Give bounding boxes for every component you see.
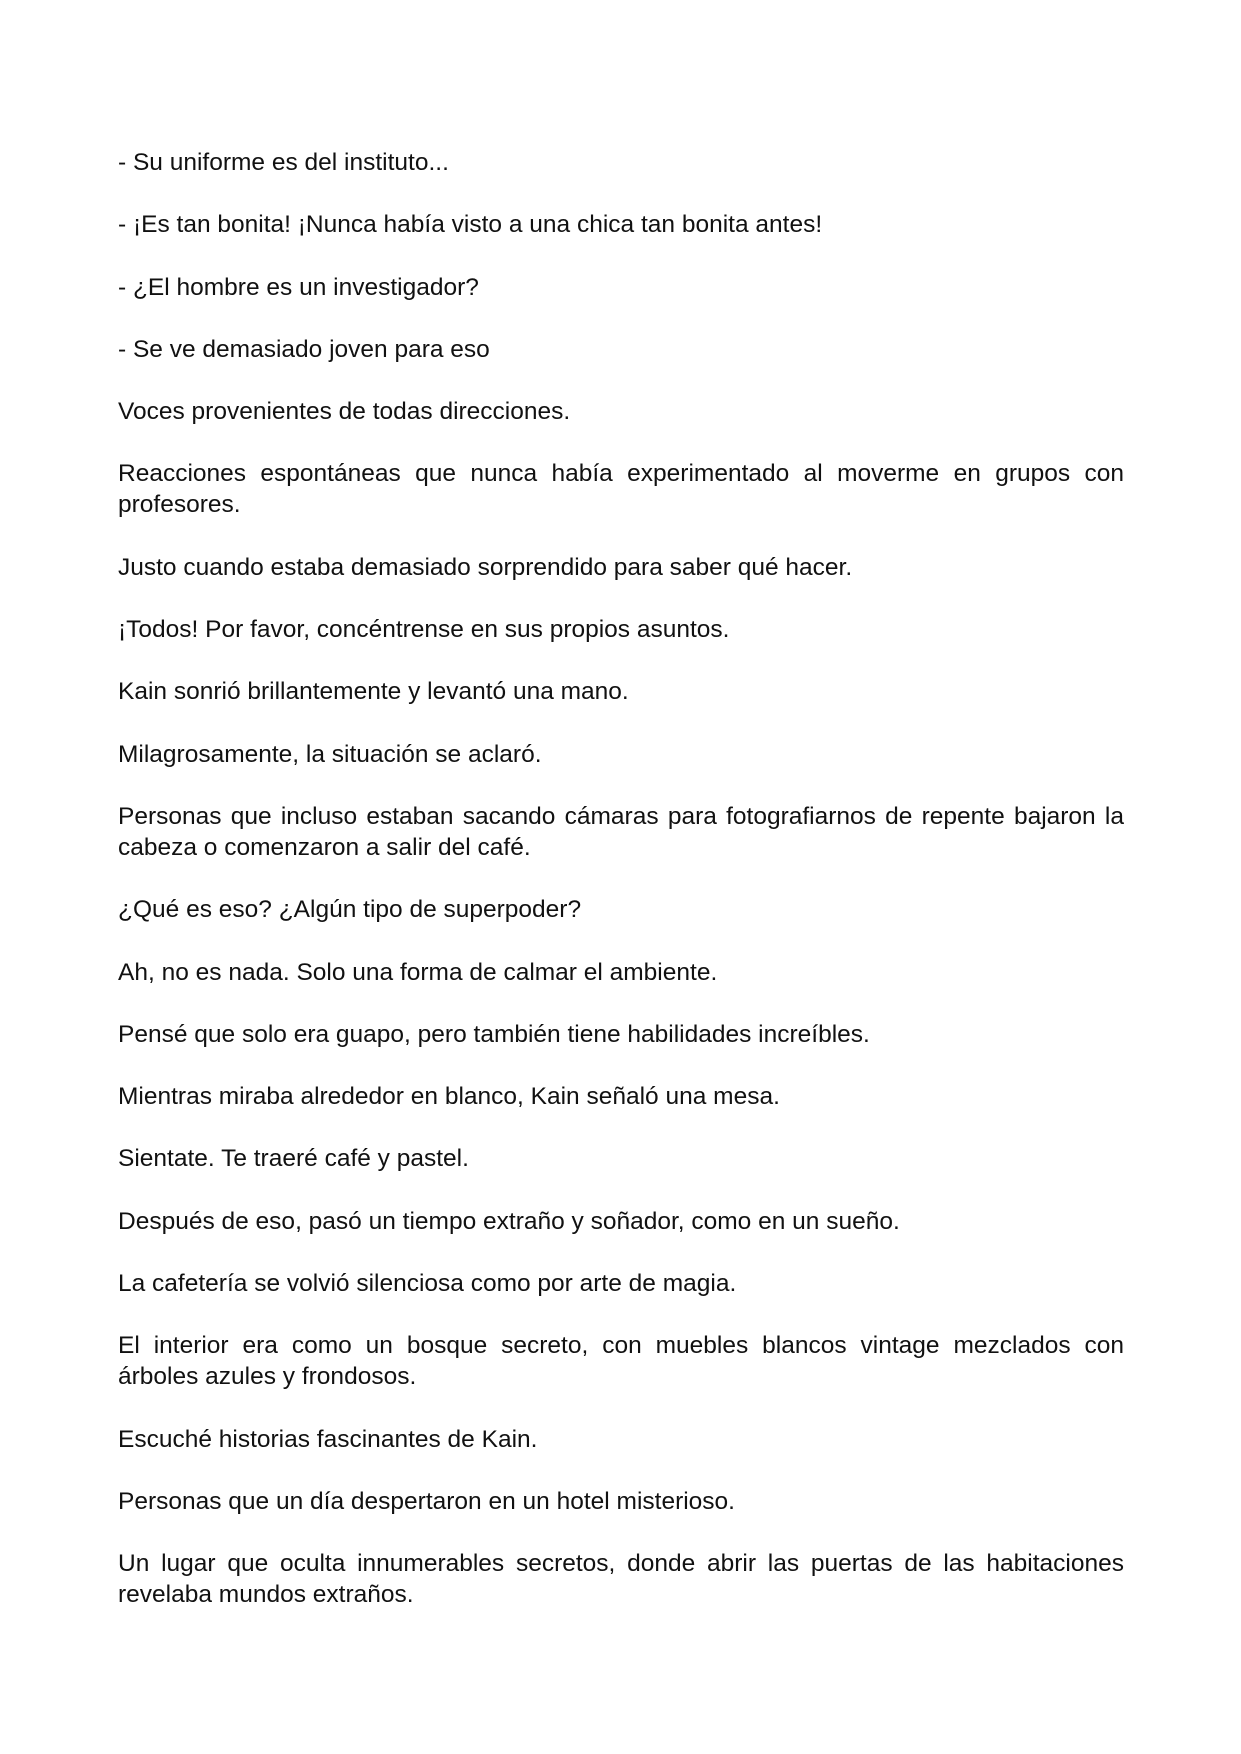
paragraph: - ¿El hombre es un investigador?: [118, 273, 479, 301]
paragraph: Sientate. Te traeré café y pastel.: [118, 1145, 469, 1173]
paragraph: La cafetería se volvió silenciosa como por arte de magia.: [118, 1270, 737, 1298]
paragraph: - Su uniforme es del instituto...: [118, 149, 449, 176]
paragraph: Milagrosamente, la situación se aclaró.: [118, 740, 542, 768]
paragraph: Justo cuando estaba demasiado sorprendido para saber qué hacer.: [118, 553, 853, 581]
paragraph: Voces provenientes de todas direcciones.: [118, 398, 571, 426]
paragraph: ¡Todos! Por favor, concéntrense en sus propios asuntos.: [118, 616, 730, 644]
paragraph: Mientras miraba alrededor en blanco, Kain señaló una mesa.: [118, 1083, 780, 1111]
paragraph: Después de eso, pasó un tiempo extraño y soñador, como en un sueño.: [118, 1207, 900, 1235]
paragraph: Escuché historias fascinantes de Kain.: [118, 1425, 538, 1453]
paragraph: Reacciones espontáneas que nunca había experimentado al moverme en grupos con profesores.: [118, 460, 1124, 519]
paragraph: El interior era como un bosque secreto, con muebles blancos vintage mezclados con árboles azules y frondosos.: [118, 1332, 1124, 1391]
paragraph: Kain sonrió brillantemente y levantó una mano.: [118, 678, 629, 706]
paragraph: - Se ve demasiado joven para eso: [118, 335, 490, 363]
paragraph: Ah, no es nada. Solo una forma de calmar el ambiente.: [118, 958, 718, 986]
paragraph: Un lugar que oculta innumerables secretos, donde abrir las puertas de las habitaciones revelaba mundos extraños.: [118, 1550, 1124, 1609]
paragraph: - ¡Es tan bonita! ¡Nunca había visto a una chica tan bonita antes!: [118, 211, 823, 239]
paragraph: ¿Qué es eso? ¿Algún tipo de superpoder?: [118, 896, 582, 924]
paragraph: Pensé que solo era guapo, pero también tiene habilidades increíbles.: [118, 1020, 870, 1048]
document-body: [118, 147, 1124, 1642]
paragraph: Personas que incluso estaban sacando cámaras para fotografiarnos de repente bajaron la cabeza o comenzaron a salir del café.: [118, 802, 1124, 861]
paragraph: Personas que un día despertaron en un hotel misterioso.: [118, 1487, 735, 1515]
